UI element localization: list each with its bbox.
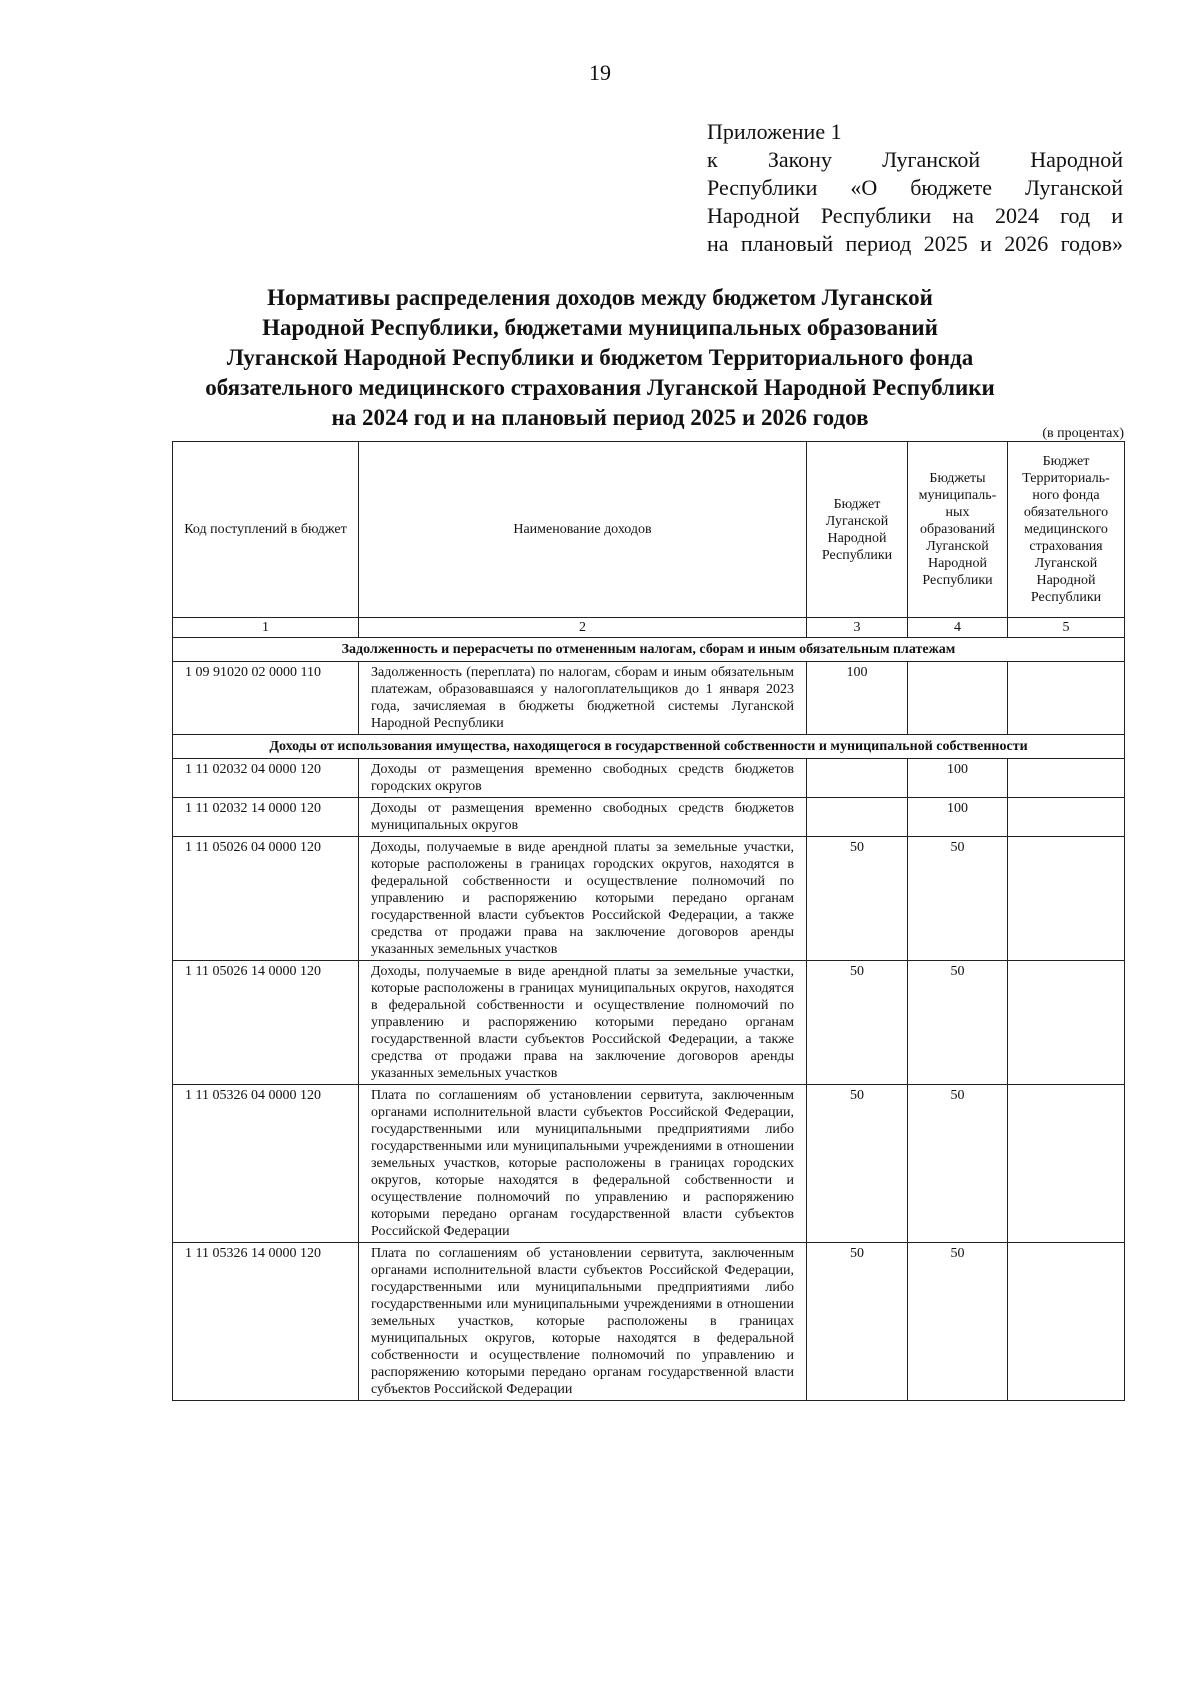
table-row bbox=[173, 837, 1125, 961]
title-line: на 2024 год и на плановый период 2025 и 2026 годов bbox=[331, 405, 869, 430]
distribution-table bbox=[172, 441, 1125, 1401]
income-code: 1 11 05326 14 0000 120 bbox=[173, 1243, 359, 1401]
income-name: Плата по соглашениям об установлении сервитута, заключенным органами исполнительной власти субъектов Российской Федерации, государственными или муниципальными предприятиями либо государственными или муниципальными учреждениями в отношении земельных участков, которые расположены в границах городских округов, которые находятся в федеральной собственности и осуществление полномочий по управлению и распоряжению которыми передано органам государственной власти субъектов Российской Федерации bbox=[359, 1085, 807, 1243]
header-lnr-budget: Бюджет Луганской Народной Республики bbox=[807, 442, 908, 618]
table-row bbox=[173, 961, 1125, 1085]
income-code: 1 11 05026 04 0000 120 bbox=[173, 837, 359, 961]
lnr-share: 100 bbox=[807, 662, 908, 735]
municipal-share: 50 bbox=[908, 961, 1008, 1085]
municipal-share bbox=[908, 662, 1008, 735]
table-row bbox=[173, 662, 1125, 735]
table-row bbox=[173, 1243, 1125, 1401]
appendix-line: к Закону Луганской Народной bbox=[707, 147, 1123, 172]
column-number: 3 bbox=[807, 618, 908, 638]
lnr-share: 50 bbox=[807, 1085, 908, 1243]
section-row bbox=[173, 638, 1125, 662]
column-number: 2 bbox=[359, 618, 807, 638]
income-name: Доходы от размещения временно свободных средств бюджетов городских округов bbox=[359, 759, 807, 798]
income-name: Доходы, получаемые в виде арендной платы за земельные участки, которые расположены в границах городских округов, находятся в федеральной собственности и осуществление полномочий по управлению и распоряжению которыми передано органам государственной власти субъектов Российской Федерации, а также средства от продажи права на заключение договоров аренды указанных земельных участков bbox=[359, 837, 807, 961]
income-code: 1 11 05026 14 0000 120 bbox=[173, 961, 359, 1085]
tfoms-share bbox=[1008, 1243, 1125, 1401]
title-line: Нормативы распределения доходов между бюджетом Луганской bbox=[267, 285, 933, 310]
header-name: Наименование доходов bbox=[359, 442, 807, 618]
lnr-share: 50 bbox=[807, 961, 908, 1085]
tfoms-share bbox=[1008, 759, 1125, 798]
income-code: 1 11 02032 14 0000 120 bbox=[173, 798, 359, 837]
income-code: 1 09 91020 02 0000 110 bbox=[173, 662, 359, 735]
header-tfoms-budget: Бюджет Территориаль-ного фонда обязательного медицинского страхования Луганской Народной Республики bbox=[1008, 442, 1125, 618]
units-note: (в процентах) bbox=[1042, 426, 1124, 441]
income-code: 1 11 02032 04 0000 120 bbox=[173, 759, 359, 798]
page-number: 19 bbox=[589, 60, 611, 85]
tfoms-share bbox=[1008, 1085, 1125, 1243]
table-row bbox=[173, 1085, 1125, 1243]
lnr-share bbox=[807, 759, 908, 798]
title-line: Луганской Народной Республики и бюджетом Территориального фонда bbox=[226, 345, 974, 370]
header-code: Код поступлений в бюджет bbox=[173, 442, 359, 618]
title-line: обязательного медицинского страхования Луганской Народной Республики bbox=[205, 375, 995, 400]
lnr-share: 50 bbox=[807, 837, 908, 961]
column-number: 1 bbox=[173, 618, 359, 638]
tfoms-share bbox=[1008, 961, 1125, 1085]
tfoms-share bbox=[1008, 662, 1125, 735]
municipal-share: 50 bbox=[908, 1243, 1008, 1401]
document-title bbox=[150, 283, 1050, 433]
income-name: Задолженность (переплата) по налогам, сборам и иным обязательным платежам, образовавшаяся у налогоплательщиков до 1 января 2023 года, зачисляемая в бюджеты бюджетной системы Луганской Народной Республики bbox=[359, 662, 807, 735]
section-row bbox=[173, 735, 1125, 759]
section-title: Задолженность и перерасчеты по отмененным налогам, сборам и иным обязательным платежам bbox=[173, 638, 1125, 662]
title-line: Народной Республики, бюджетами муниципальных образований bbox=[262, 315, 938, 340]
appendix-line: на плановый период 2025 и 2026 годов» bbox=[707, 231, 1123, 256]
tfoms-share bbox=[1008, 798, 1125, 837]
tfoms-share bbox=[1008, 837, 1125, 961]
lnr-share bbox=[807, 798, 908, 837]
lnr-share: 50 bbox=[807, 1243, 908, 1401]
column-number: 5 bbox=[1008, 618, 1125, 638]
table-row bbox=[173, 798, 1125, 837]
appendix-line: Республики «О бюджете Луганской bbox=[707, 175, 1123, 200]
section-title: Доходы от использования имущества, находящегося в государственной собственности и муниципальной собственности bbox=[173, 735, 1125, 759]
income-name: Плата по соглашениям об установлении сервитута, заключенным органами исполнительной власти субъектов Российской Федерации, государственными или муниципальными предприятиями либо государственными или муниципальными учреждениями в отношении земельных участков, которые расположены в границах муниципальных округов, которые находятся в федеральной собственности и осуществление полномочий по управлению и распоряжению которыми передано органам государственной власти субъектов Российской Федерации bbox=[359, 1243, 807, 1401]
column-number-row bbox=[173, 618, 1125, 638]
income-name: Доходы от размещения временно свободных средств бюджетов муниципальных округов bbox=[359, 798, 807, 837]
municipal-share: 50 bbox=[908, 837, 1008, 961]
appendix-line: Народной Республики на 2024 год и bbox=[707, 203, 1123, 228]
header-municipal-budgets: Бюджеты муниципаль-ных образований Луганской Народной Республики bbox=[908, 442, 1008, 618]
column-number: 4 bbox=[908, 618, 1008, 638]
table-header-row bbox=[173, 442, 1125, 618]
income-code: 1 11 05326 04 0000 120 bbox=[173, 1085, 359, 1243]
appendix-line: Приложение 1 bbox=[707, 119, 842, 144]
municipal-share: 100 bbox=[908, 798, 1008, 837]
municipal-share: 100 bbox=[908, 759, 1008, 798]
municipal-share: 50 bbox=[908, 1085, 1008, 1243]
appendix-note bbox=[707, 118, 1123, 258]
income-name: Доходы, получаемые в виде арендной платы за земельные участки, которые расположены в границах муниципальных округов, находятся в федеральной собственности и осуществление полномочий по управлению и распоряжению которыми передано органам государственной власти субъектов Российской Федерации, а также средства от продажи права на заключение договоров аренды указанных земельных участков bbox=[359, 961, 807, 1085]
table-row bbox=[173, 759, 1125, 798]
